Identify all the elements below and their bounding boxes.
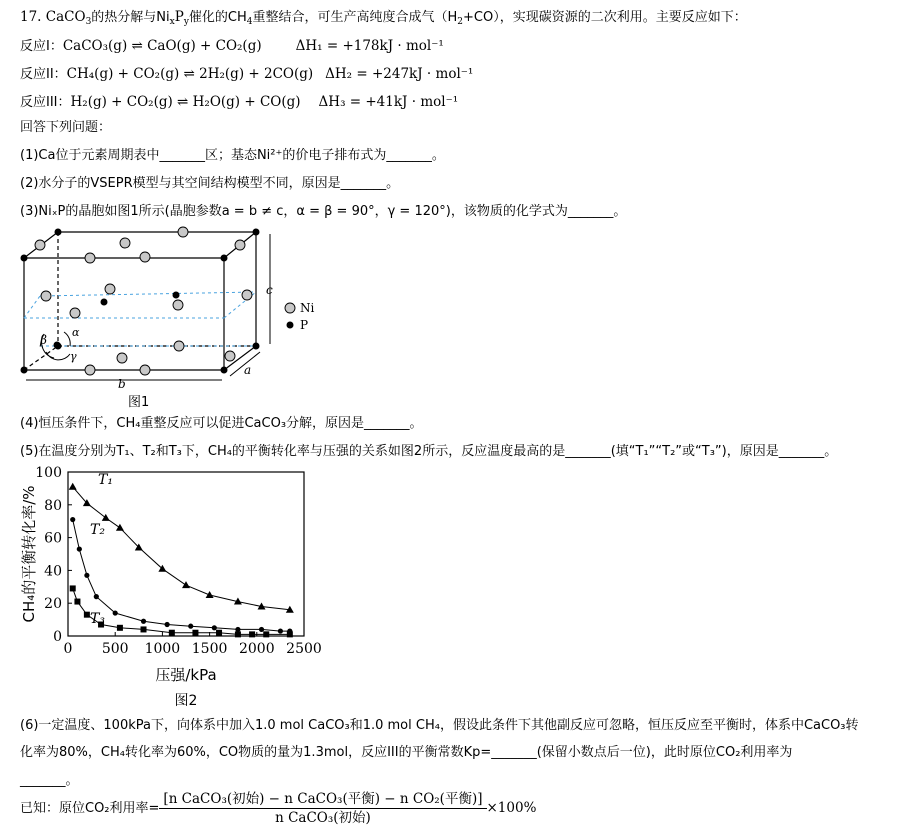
question-intro: 17. CaCO$_3$的热分解与$Ni_xP_y$催化的$CH_4$重整结合，可生产高纯度合成气$(H_2+CO)$，实现碳资源的二次利用。主要反应如下： (20, 9, 747, 27)
series-3-point-0 (70, 585, 76, 591)
series-label-3: T₃ (90, 611, 105, 627)
series-label-2: T₂ (90, 522, 105, 538)
series-3-point-11 (263, 631, 269, 637)
series-2-point-7 (188, 624, 193, 629)
known-formula: 已知：原位CO₂利用率= $\frac{\text{[n CaCO₃(初始) − n CaCO₃(平衡) − n CO₂(平衡)]}}{\text{n CaCO₃(初始)}}$ ×100% (20, 791, 537, 826)
series-label-1: T₁ (98, 472, 113, 488)
formula-denominator: n CaCO₃(初始) (275, 810, 371, 826)
question-6-line-3: _______。 (20, 773, 79, 788)
conversion-chart (14, 458, 344, 712)
series-2-point-6 (165, 622, 170, 627)
y-tick-label-1: 20 (44, 596, 62, 613)
x-tick-label-0: 0 (63, 641, 73, 657)
series-3-point-8 (216, 630, 222, 636)
series-2-point-9 (235, 627, 240, 632)
question-number: 17. (20, 9, 42, 25)
series-line-2 (73, 520, 290, 632)
legend-p: P (300, 318, 309, 332)
series-2-point-4 (113, 610, 118, 615)
series-3-point-1 (74, 599, 80, 605)
x-tick-label-4: 2000 (238, 641, 275, 657)
series-1-point-0 (69, 483, 77, 490)
series-2-point-3 (94, 594, 99, 599)
formula-fraction (159, 790, 486, 827)
series-2-point-11 (278, 628, 283, 633)
series-2-point-10 (259, 627, 264, 632)
x-tick-label-2: 1000 (144, 641, 181, 657)
figure-2-caption: 图2 (174, 693, 198, 709)
series-1-point-3 (116, 524, 124, 531)
label-gamma: γ (70, 350, 77, 363)
series-3-point-6 (169, 630, 175, 636)
legend-p-marker (287, 322, 294, 329)
ni-atoms (35, 227, 252, 375)
y-tick-label-5: 100 (35, 465, 62, 481)
series-1-point-7 (206, 591, 214, 598)
series-3-point-10 (249, 631, 255, 637)
series-2-point-8 (212, 625, 217, 630)
x-axis-label: 压强/kPa (155, 666, 217, 684)
series-2-point-2 (84, 573, 89, 578)
reaction-3: 反应III：H₂(g) + CO₂(g) ⇌ H₂O(g) + CO(g) ΔH₃ = +41kJ · mol⁻¹ (20, 94, 459, 110)
series-2-point-0 (70, 517, 75, 522)
reaction-1: 反应I：CaCO₃(g) ⇌ CaO(g) + CO₂(g) ΔH₁ = +178kJ · mol⁻¹ (20, 38, 444, 54)
figure-1-caption: 图1 (128, 395, 150, 410)
x-tick-label-3: 1500 (191, 641, 228, 657)
series-3-point-4 (117, 625, 123, 631)
y-tick-label-0: 0 (53, 629, 62, 645)
series-3-point-5 (141, 626, 147, 632)
series-1-point-2 (102, 514, 110, 521)
question-1: (1)Ca位于元素周期表中_______区；基态Ni²⁺的价电子排布式为_______。 (20, 148, 445, 163)
label-b: b (118, 377, 126, 391)
question-2: (2)水分子的VSEPR模型与其空间结构模型不同，原因是_______。 (20, 176, 400, 191)
y-tick-label-2: 40 (44, 563, 62, 580)
series-3-point-2 (84, 612, 90, 618)
question-6-line-1: (6)一定温度、100kPa下，向体系中加入1.0 mol CaCO₃和1.0 mol CH₄，假设此条件下其他副反应可忽略，恒压反应至平衡时，体系中CaCO₃转 (20, 718, 859, 733)
series-line-1 (73, 487, 290, 610)
question-3: (3)NiₓP的晶胞如图1所示(晶胞参数a = b ≠ c，α = β = 90°，γ = 120°)，该物质的化学式为_______。 (20, 204, 627, 219)
reaction-2: 反应II：CH₄(g) + CO₂(g) ⇌ 2H₂(g) + 2CO(g) ΔH₂ = +247kJ · mol⁻¹ (20, 66, 474, 82)
y-axis-label: CH₄的平衡转化率/% (20, 485, 38, 623)
series-3-point-9 (235, 631, 241, 637)
series-2-point-5 (141, 619, 146, 624)
series-1-point-6 (182, 581, 190, 588)
formula-numerator: [n CaCO₃(初始) − n CaCO₃(平衡) − n CO₂(平衡)] (159, 790, 486, 809)
y-tick-label-4: 80 (44, 497, 62, 514)
x-tick-label-5: 2500 (286, 641, 322, 657)
answer-prompt: 回答下列问题： (20, 120, 112, 135)
label-beta: β (40, 333, 47, 347)
series-3-point-7 (192, 630, 198, 636)
label-a: a (244, 363, 252, 377)
series-line-3 (73, 588, 290, 634)
x-tick-label-1: 500 (101, 641, 129, 657)
series-2-point-1 (77, 546, 82, 551)
label-alpha: α (72, 326, 80, 339)
y-tick-label-3: 60 (44, 530, 62, 547)
question-4: (4)恒压条件下，CH₄重整反应可以促进CaCO₃分解，原因是_______。 (20, 416, 423, 431)
question-5: (5)在温度分别为T₁、T₂和T₃下，CH₄的平衡转化率与压强的关系如图2所示，反应温度最高的是_______(填“T₁”“T₂”或“T₃”)，原因是_______。 (20, 444, 838, 459)
legend-ni-marker (285, 303, 295, 313)
series-3-point-12 (287, 631, 293, 637)
legend-ni: Ni (300, 301, 315, 315)
question-6-line-2: 化率为80%，CH₄转化率为60%，CO物质的量为1.3mol，反应III的平衡常数Kp=_______(保留小数点后一位)，此时原位CO₂利用率为 (20, 745, 793, 760)
unit-cell-figure (14, 222, 354, 414)
label-c: c (266, 283, 273, 297)
